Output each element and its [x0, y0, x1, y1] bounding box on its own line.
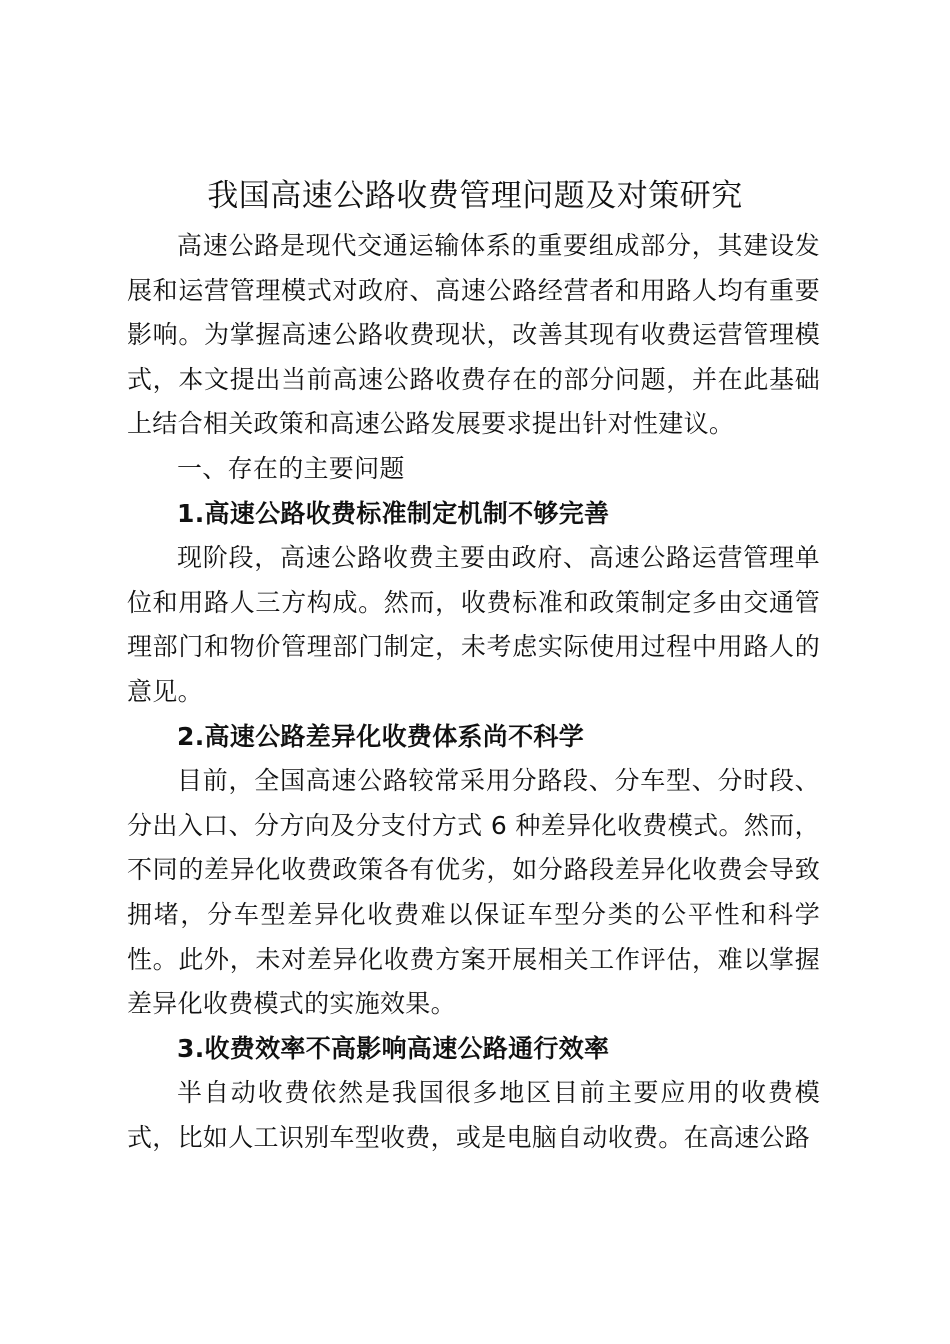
- document-title: 我国高速公路收费管理问题及对策研究: [207, 178, 743, 214]
- paragraph-1: 现阶段，高速公路收费主要由政府、高速公路运营管理单位和用路人三方构成。然而，收费标准和政策制定多由交通管理部门和物价管理部门制定，未考虑实际使用过程中用路人的意见。: [127, 543, 820, 706]
- paragraph-2: 目前，全国高速公路较常采用分路段、分车型、分时段、分出入口、分方向及分支付方式 6 种差异化收费模式。然而，不同的差异化收费政策各有优劣，如分路段差异化收费会导致拥堵，分车型差异化收费难以保证车型分类的公平性和科学性。此外，未对差异化收费方案开展相关工作评估，难以掌握差异化收费模式的实施效果。: [127, 766, 820, 1019]
- subheading-1: 1.高速公路收费标准制定机制不够完善: [177, 498, 610, 528]
- document-body: [127, 224, 820, 1160]
- intro-paragraph: 高速公路是现代交通运输体系的重要组成部分，其建设发展和运营管理模式对政府、高速公路经营者和用路人均有重要影响。为掌握高速公路收费现状，改善其现有收费运营管理模式，本文提出当前高速公路收费存在的部分问题，并在此基础上结合相关政策和高速公路发展要求提出针对性建议。: [127, 231, 820, 439]
- subheading-2: 2.高速公路差异化收费体系尚不科学: [177, 721, 584, 751]
- subheading-3: 3.收费效率不高影响高速公路通行效率: [177, 1033, 610, 1063]
- paragraph-3: 半自动收费依然是我国很多地区目前主要应用的收费模式，比如人工识别车型收费，或是电脑自动收费。在高速公路: [127, 1078, 820, 1152]
- section-heading: 一、存在的主要问题: [177, 453, 405, 483]
